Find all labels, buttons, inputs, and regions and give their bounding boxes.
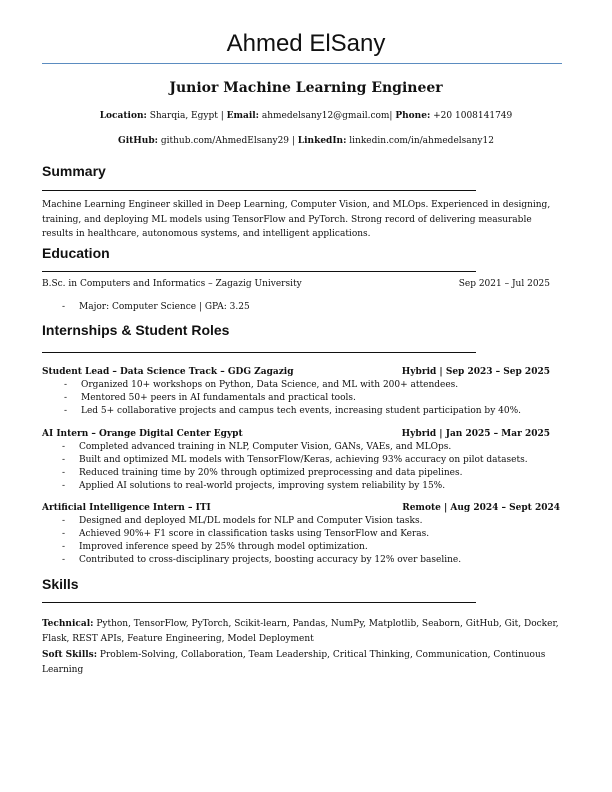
technical-skills [42,617,562,646]
location-value: Sharqia, Egypt | [149,111,224,121]
github-link[interactable]: github.com/AhmedElsany29 | [160,136,295,146]
skills-heading: Skills [42,576,79,592]
list-item: - Contributed to cross-disciplinary projects, boosting accuracy by 12% over baseline. [62,555,462,565]
list-item: - Achieved 90%+ F1 score in classification tasks using TensorFlow and Keras. [62,529,430,539]
list-item: - Reduced training time by 20% through optimized preprocessing and data pipelines. [62,468,463,478]
contact-line [0,111,612,121]
role-meta: Hybrid | Sep 2023 – Sep 2025 [401,367,550,377]
list-item: - Designed and deployed ML/DL models for NLP and Computer Vision tasks. [62,516,423,526]
list-item: - Built and optimized ML models with TensorFlow/Keras, achieving 93% accuracy on pilot datasets. [62,455,528,465]
list-item: - Led 5+ collaborative projects and campus tech events, increasing student participation by 40%. [64,406,522,416]
role-title: Artificial Intelligence Intern – ITI [42,503,211,513]
summary-divider [42,190,476,191]
education-heading: Education [42,245,110,261]
soft-skills [42,648,562,677]
email-link[interactable]: ahmedelsany12@gmail.com| [261,111,393,121]
experience-heading: Internships & Student Roles [42,322,230,338]
list-item: - Applied AI solutions to real-world projects, improving system reliability by 15%. [62,481,446,491]
phone-value: +20 1008141749 [433,111,513,121]
location-label: Location: [99,111,147,121]
job-title: Junior Machine Learning Engineer [169,80,443,96]
role-header [42,367,550,377]
technical-label: Technical: [42,619,94,629]
bullet-marker: - [62,302,66,312]
role-title: Student Lead – Data Science Track – GDG Zagazig [42,367,294,377]
list-item: - Major: Computer Science | GPA: 3.25 [62,302,250,312]
list-item: - Completed advanced training in NLP, Computer Vision, GANs, VAEs, and MLOps. [62,442,452,452]
experience-divider [42,352,476,353]
education-dates: Sep 2021 – Jul 2025 [458,279,550,289]
technical-value: Python, TensorFlow, PyTorch, Scikit-learn, Pandas, NumPy, Matplotlib, Seaborn, GitHub, Git, Docker, Flask, REST APIs, Feature Engineering, Model Deployment [42,619,559,644]
header-divider [42,63,562,64]
soft-label: Soft Skills: [42,650,98,660]
education-degree: B.Sc. in Computers and Informatics – Zagazig University [42,279,302,289]
linkedin-label: LinkedIn: [297,136,347,146]
email-label: Email: [226,111,259,121]
list-item: - Organized 10+ workshops on Python, Data Science, and ML with 200+ attendees. [64,380,459,390]
role-meta: Remote | Aug 2024 – Sept 2024 [402,503,560,513]
role-header [42,503,560,513]
role-meta: Hybrid | Jan 2025 – Mar 2025 [401,429,550,439]
linkedin-link[interactable]: linkedin.com/in/ahmedelsany12 [349,136,494,146]
education-row [42,279,550,289]
candidate-name: Ahmed ElSany [226,30,386,57]
links-line [0,136,612,146]
list-item: - Mentored 50+ peers in AI fundamentals and practical tools. [64,393,356,403]
list-item: - Improved inference speed by 25% through model optimization. [62,542,368,552]
skills-divider [42,602,476,603]
soft-value: Problem-Solving, Collaboration, Team Leadership, Critical Thinking, Communication, Continuous Learning [42,650,546,675]
github-label: GitHub: [118,136,158,146]
education-divider [42,271,476,272]
role-header [42,429,550,439]
summary-heading: Summary [42,163,106,179]
phone-label: Phone: [395,111,431,121]
summary-text: Machine Learning Engineer skilled in Deep Learning, Computer Vision, and MLOps. Experienced in designing, training, and deploying ML models using TensorFlow and PyTorch. Strong record of delivering measurable results in healthcare, autonomous systems, and intelligent applications. [42,200,551,239]
role-title: AI Intern – Orange Digital Center Egypt [42,429,243,439]
